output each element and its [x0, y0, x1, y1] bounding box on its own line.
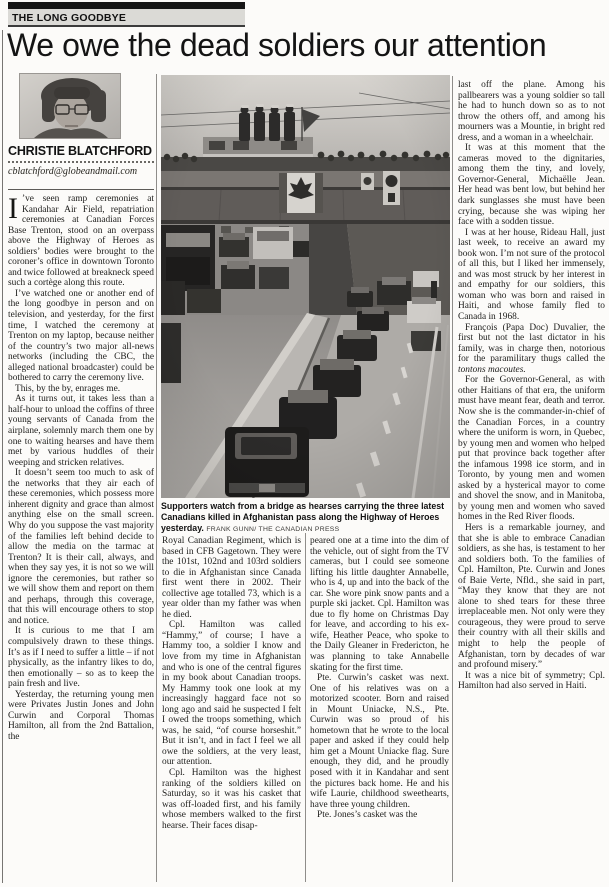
paragraph: Pte. Jones’s casket was the: [317, 810, 418, 821]
paragraph: last off the plane. Among his pallbearers was a young soldier so tall he had to hunch down so as to not throw the others off, and among his mourners was a Mountie, in bright red dress, and a woman in a wheelchair.: [458, 80, 605, 143]
paragraph: Cpl. Hamilton was the highest ranking of the soldiers killed on Saturday, so it was his casket that was off-loaded first, and his family whose members walked to the first hearse. Their faces disap-: [162, 768, 301, 831]
news-photo: [161, 75, 450, 498]
article-column-2: [162, 536, 301, 882]
article-column-1: [8, 194, 154, 882]
article-column-4: [458, 80, 605, 882]
photo-credit: FRANK GUNN/ THE CANADIAN PRESS: [206, 526, 340, 533]
left-page-rule: [2, 30, 3, 883]
paragraph: As it turns out, it takes less than a half-hour to unload the coffins of three young servants of Canada from the airplane, solemnly march them one by one to waiting hearses and have them met by various huddles of their weeping and stricken relatives.: [8, 394, 154, 468]
paragraph: Yesterday, the returning young men were Privates Justin Jones and John Curwin and Corporal Thomas Hamilton, all from the 2nd Battalion, the: [8, 689, 154, 742]
section-kicker: THE LONG GOODBYE: [8, 9, 245, 27]
column-rule-3: [452, 76, 453, 882]
paragraph: For the Governor-General, as with other Haitians of that era, the uniform must have meant fear, death and terror. Now she is the commander-in-chief of the Canadian Forces, in a country where the uniform is worn, in Quebec, by young men and women who helped put that province back together after the infamous 1998 ice storm, and in Toronto, by young men and women asked by a hysterical mayor to come and shovel the snow, and in Manitoba, by young men and women who saved homes in the Red River floods.: [458, 375, 605, 523]
paragraph: It is curious to me that I am compulsively drawn to these things. It’s as if I need to suffer a little – if not physically, as the infantry likes to do, then emotionally – so as to keep the pain fresh and live.: [8, 626, 154, 690]
byline-divider: [8, 189, 154, 190]
paragraph-text: ’ve seen ramp ceremonies at Kandahar Air Field, repatriation ceremonies at Canadian Forces Base Trenton, stood on an overpass above the Highway of Heroes as soldiers’ bodies were brought to the coroner’s office in downtown Toronto and twice followed at breakneck speed such a cortège along this route.: [8, 194, 154, 289]
column-rule-1: [156, 74, 157, 882]
paragraph: Pte. Curwin’s casket was next. One of his relatives was on a motorized scooter. Born and raised in Mount Uniacke, N.S., Pte. Curwin was so proud of his hometown that he wrote to the local paper and asked if they could help him get a Mount Uniacke flag. Sure enough, they did, and he proudly posed with it in Kandahar and sent the pictures back home. He and his wife Laurie, childhood sweethearts, have three young children.: [310, 673, 449, 810]
paragraph: Royal Canadian Regiment, which is based in CFB Gagetown. They were the 101st, 102nd and 103rd soldiers to die in Afghanistan since Canada first went there in 2002. Their collective age totalled 73, which is a year older than my father was when he died.: [162, 536, 301, 620]
paragraph: Hers is a remarkable journey, and that she is able to embrace Canadian soldiers, as she has, is testament to her and soldiers both. To the families of Cpl. Hamilton, Pte. Curwin and Jones of Baie Verte, Nfld., she said in part, “May they know that they are not alone to shed tears for these three irreplaceable men. Not only were they courageous, they were proud to serve their country with all their skills and might to help the people of Afghanistan, torn by decades of war and profound misery.”: [458, 522, 605, 671]
paragraph: [458, 323, 605, 376]
column-rule-2: [305, 533, 306, 882]
paragraph: I was at her house, Rideau Hall, just last week, to receive an award my book won. I’m not sure of the protocol of all this, but I liked her immensely, and was most struck by her interest in and empathy for our soldiers, this woman who was born and raised in Haiti, and whose family fled to Canada in 1968.: [458, 227, 605, 323]
italic-phrase: tontons macoutes.: [458, 364, 526, 375]
paragraph: I’ve watched one or another end of the long goodbye in person and on television, and yesterday, for the first time, I watched the ceremony at Trenton on my laptop, because neither of the country’s two major all-news networks (including the CBC, the alleged national broadcaster) could be bothered to carry the ceremony live.: [8, 288, 154, 384]
drop-cap: I: [8, 194, 18, 225]
paragraph: It doesn’t seem too much to ask of the networks that they air each of these ceremonies, which possess more inherent dignity and grace than almost anything else on the small screen. Why do you suppose the vast majority of the families left behind decide to allow the media on the tarmac at Trenton? It is their call, always, and when they say yes, it is not so we will ignore the ceremonies, but rather so we will show them and report on them and perhaps, through this coverage, that this will encourage others to stop and notice.: [8, 468, 154, 626]
paragraph: peared one at a time into the dim of the vehicle, out of sight from the TV cameras, but I could see someone lifting his little daughter Annabelle, who is 4, up and into the back of the car. She wore pink snow pants and a purple ski jacket. Cpl. Hamilton was due to fly home on Christmas Day for leave, and according to his ex-wife, Heather Peace, who spoke to the Daily Gleaner in Fredericton, he was planning to take Annabelle skating for the first time.: [310, 536, 449, 673]
paragraph: [8, 194, 154, 289]
paragraph: This, by the by, enrages me.: [15, 383, 121, 394]
author-name: CHRISTIE BLATCHFORD: [8, 144, 154, 163]
photo-caption: [161, 501, 450, 535]
paragraph-text: François (Papa Doc) Duvalier, the first but not the last dictator in his family, was in charge then, notorious for the paramilitary thugs called the: [458, 322, 605, 365]
top-black-bar: [8, 2, 245, 9]
headline: We owe the dead soldiers our attention: [7, 27, 547, 63]
caption-text: Supporters watch from a bridge as hearses carrying the three latest Canadians killed in Afghanistan pass along the Highway of Heroes yesterday.: [161, 501, 445, 533]
paragraph: Cpl. Hamilton was called “Hammy,” of course; I have a Hammy too, a soldier I know and love from my time in Afghanistan and who is one of the central figures in my book about Canadian troops. My Hammy took one look at my increasingly haggard face not so long ago and said he suspected I felt I owed the troops something, which was, he said, “of course horseshit.” But it isn’t, and in fact I feel we all owe the soldiers, at the very least, our attention.: [162, 620, 301, 768]
author-headshot: [19, 73, 121, 139]
vignette: [161, 75, 450, 498]
author-email: cblatchford@globeandmail.com: [8, 166, 138, 177]
paragraph: It was a nice bit of symmetry; Cpl. Hamilton had also served in Haiti.: [458, 670, 605, 692]
paragraph: It was at this moment that the cameras moved to the dignitaries, among them the tiny, and lovely, Governor-General, Michaëlle Jean. Her head was bent low, but behind her dark sunglasses she must have been crying, because she was wiping her face with a sodden tissue.: [458, 143, 605, 228]
article-column-3: [310, 536, 449, 882]
byline-block: [8, 73, 154, 190]
